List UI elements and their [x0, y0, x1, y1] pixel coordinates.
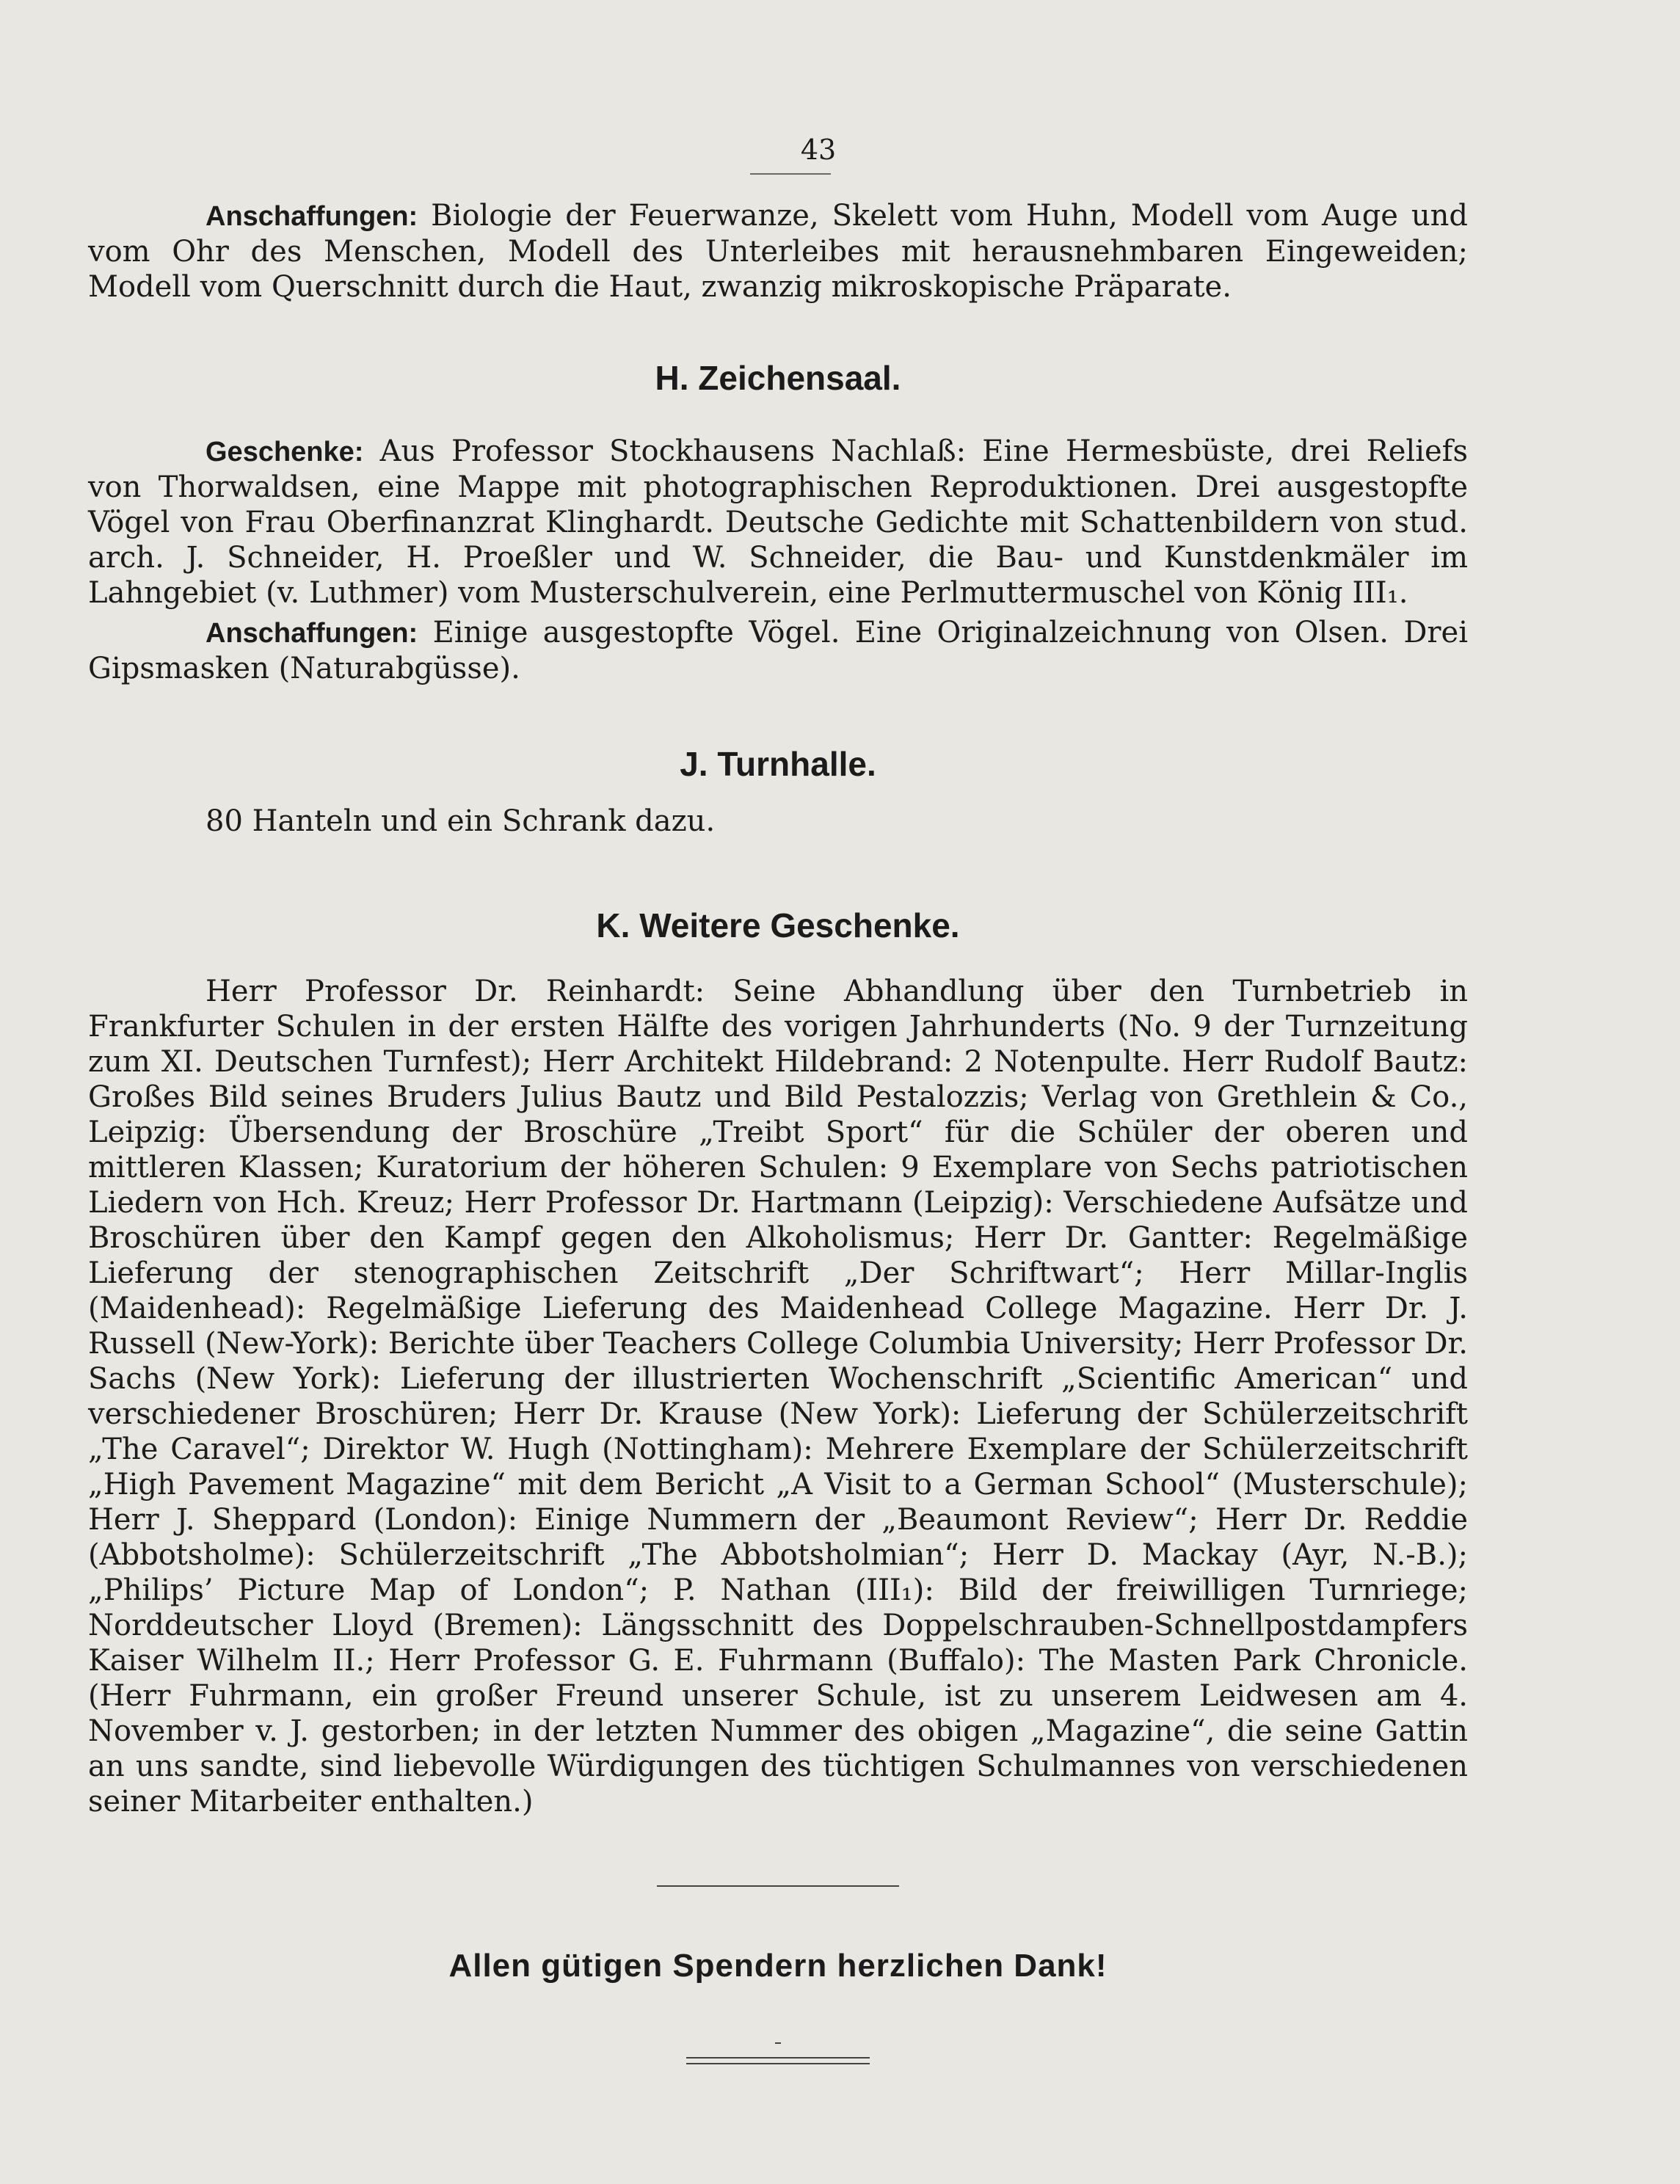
anschaffungen-label: Anschaffungen: [206, 201, 418, 232]
page-number-rule [750, 173, 831, 175]
heading-weitere-geschenke: K. Weitere Geschenke. [596, 906, 960, 944]
end-ornament-line-1 [686, 2057, 870, 2059]
geschenke-paragraph-h [88, 434, 1468, 611]
page-number: 43 [800, 134, 837, 166]
anschaffungen-paragraph-g [88, 198, 1468, 305]
closing-thanks: Allen gütigen Spendern herzlichen Dank! [448, 1948, 1108, 1984]
turnhalle-paragraph: 80 Hanteln und ein Schrank dazu. [206, 804, 716, 838]
end-ornament [686, 2042, 870, 2064]
geschenke-text: Aus Professor Stockhausens Nachlaß: Eine Hermesbüste, drei Reliefs von Thorwaldsen, eine Mappe mit photographischen Reproduktionen. Drei ausgestopfte Vögel von Frau Oberfinanzrat Klinghardt. Deutsche Gedichte mit Schattenbildern von stud. arch. J. Schneider, H. Proeßler und W. Schneider, die Bau- und Kunstdenkmäler im Lahngebiet (v. Luthmer) vom Musterschulverein, eine Perlmuttermuschel von König III₁. [88, 434, 1469, 610]
anschaffungen-label-h: Anschaffungen: [206, 618, 418, 649]
end-ornament-line-2 [686, 2063, 870, 2064]
geschenke-label: Geschenke: [206, 437, 364, 467]
weitere-geschenke-paragraph: Herr Professor Dr. Reinhardt: Seine Abhandlung über den Turnbetrieb in Frankfurter Schulen in der ersten Hälfte des vorigen Jahrhunderts (No. 9 der Turnzeitung zum XI. Deutschen Turnfest); Herr Architekt Hildebrand: 2 Notenpulte. Herr Rudolf Bautz: Großes Bild seines Bruders Julius Bautz und Bild Pestalozzis; Verlag von Grethlein & Co., Leipzig: Übersendung der Broschüre „Treibt Sport“ für die Schüler der oberen und mittleren Klassen; Kuratorium der höheren Schulen: 9 Exemplare von Sechs patriotischen Liedern von Hch. Kreuz; Herr Professor Dr. Hartmann (Leipzig): Verschiedene Aufsätze und Broschüren über den Kampf gegen den Alkoholismus; Herr Dr. Gantter: Regelmäßige Lieferung der stenographischen Zeitschrift „Der Schriftwart“; Herr Millar-Inglis (Maidenhead): Regelmäßige Lieferung des Maidenhead College Magazine. Herr Dr. J. Russell (New-York): Berichte über Teachers College Columbia University; Herr Professor Dr. Sachs (New York): Lieferung der illustrierten Wochenschrift „Scientific American“ und verschiedener Broschüren; Herr Dr. Krause (New York): Lieferung der Schülerzeitschrift „The Caravel“; Direktor W. Hugh (Nottingham): Mehrere Exemplare der Schülerzeitschrift „High Pavement Magazine“ mit dem Bericht „A Visit to a German School“ (Musterschule); Herr J. Sheppard (London): Einige Nummern der „Beaumont Review“; Herr Dr. Reddie (Abbotsholme): Schülerzeitschrift „The Abbotsholmian“; Herr D. Mackay (Ayr, N.-B.); „Philips’ Picture Map of London“; P. Nathan (III₁): Bild der freiwilligen Turnriege; Norddeutscher Lloyd (Bremen): Längsschnitt des Doppelschrauben-Schnellpostdampfers Kaiser Wilhelm II.; Herr Professor G. E. Fuhrmann (Buffalo): The Masten Park Chronicle. (Herr Fuhrmann, ein großer Freund unserer Schule, ist zu unserem Leidwesen am 4. November v. J. gestorben; in der letzten Nummer des obigen „Magazine“, die seine Gattin an uns sandte, sind liebevolle Würdigungen des tüchtigen Schulmannes von verschiedenen seiner Mitarbeiter enthalten.) [88, 975, 1468, 1819]
section-divider [657, 1885, 899, 1887]
page-content [88, 198, 1468, 2069]
heading-turnhalle: J. Turnhalle. [680, 745, 876, 783]
anschaffungen-paragraph-h [88, 615, 1468, 686]
end-ornament-dash [775, 2042, 781, 2044]
heading-zeichensaal: H. Zeichensaal. [655, 359, 901, 397]
anschaffungen-text-h: Einige ausgestopfte Vögel. Eine Originalzeichnung von Olsen. Drei Gipsmasken (Naturabgüsse). [88, 616, 1468, 685]
anschaffungen-text: Biologie der Feuerwanze, Skelett vom Huhn, Modell vom Auge und vom Ohr des Menschen, Modell des Unterleibes mit herausnehmbaren Eingeweiden; Modell vom Querschnitt durch die Haut, zwanzig mikroskopische Präparate. [88, 199, 1469, 304]
